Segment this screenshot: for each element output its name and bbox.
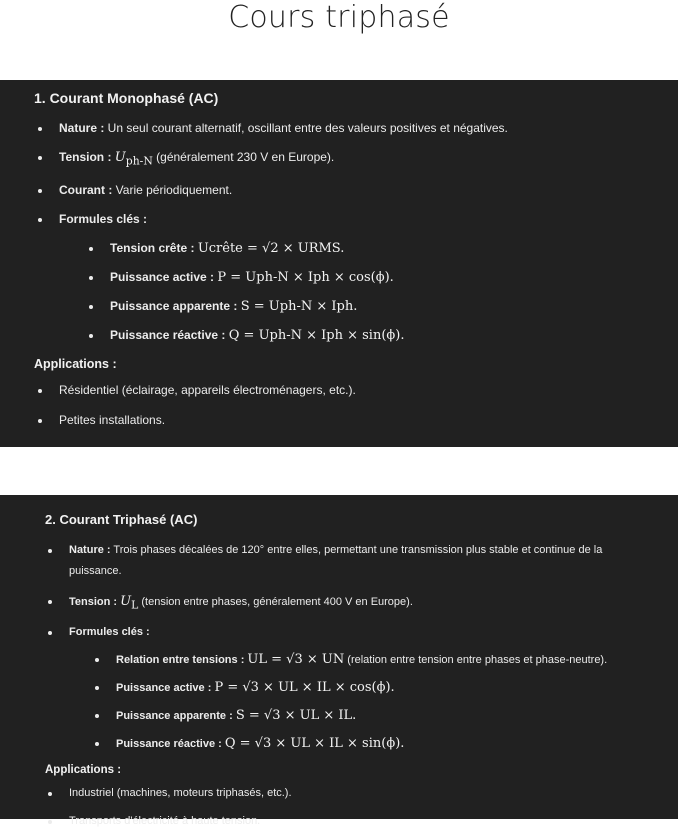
- formula-item: [116, 680, 678, 696]
- triphase-heading: 2. Courant Triphasé (AC): [45, 512, 198, 527]
- formula: Q = √3 × UL × IL × sin(ϕ).: [224, 735, 405, 751]
- formula-list: [69, 652, 678, 752]
- formula: S = Uph-N × Iph.: [240, 298, 358, 314]
- formula-item: [110, 270, 678, 285]
- item-label: Courant :: [59, 182, 113, 197]
- list-item: [59, 150, 678, 169]
- formula-item: [110, 328, 678, 343]
- item-label: Nature :: [69, 544, 111, 556]
- triphase-card: [0, 495, 678, 827]
- item-text: (généralement 230 V en Europe).: [152, 150, 335, 164]
- list-item: [59, 183, 678, 198]
- formula: UL = √3 × UN: [247, 651, 345, 667]
- formula: P = √3 × UL × IL × cos(ϕ).: [214, 679, 395, 695]
- list-item: Transports d'électricité à haute tension.: [69, 814, 678, 829]
- applications-heading: Applications :: [45, 763, 122, 776]
- item-text: Trois phases décalées de 120° entre elles, permettant une transmission plus stable et continue de la puissance.: [69, 544, 603, 577]
- formula: Ucrête = √2 × URMS.: [197, 240, 345, 256]
- list-item: [69, 625, 678, 752]
- math-symbol: $U_L$: [120, 594, 139, 612]
- formula-item: [116, 708, 678, 724]
- formula-label: Puissance réactive :: [116, 737, 222, 750]
- formula-item: [110, 241, 678, 256]
- item-text: (tension entre phases, généralement 400 V en Europe).: [138, 596, 413, 608]
- item-label: Formules clés :: [69, 625, 150, 638]
- applications-list: [34, 383, 678, 428]
- monophase-card: [0, 80, 678, 447]
- applications-heading: Applications :: [34, 356, 117, 371]
- formula: S = √3 × UL × IL.: [235, 707, 357, 723]
- monophase-heading: 1. Courant Monophasé (AC): [34, 90, 219, 106]
- page-title: Cours triphasé: [228, 0, 450, 35]
- formula: P = Uph-N × Iph × cos(ϕ).: [217, 269, 394, 285]
- formula-label: Puissance active :: [116, 681, 212, 694]
- list-item: [69, 540, 678, 582]
- list-item: [59, 212, 678, 343]
- formula-label: Puissance apparente :: [110, 298, 238, 313]
- list-item: Résidentiel (éclairage, appareils électroménagers, etc.).: [59, 383, 678, 398]
- formula: Q = Uph-N × Iph × sin(ϕ).: [228, 327, 405, 343]
- applications-list: [45, 786, 678, 829]
- list-item: [59, 121, 678, 136]
- formula-note: (relation entre tension entre phases et phase-neutre).: [344, 653, 608, 666]
- item-label: Formules clés :: [59, 211, 148, 226]
- formula-item: [116, 736, 678, 752]
- formula-list: [59, 241, 678, 343]
- item-label: Nature :: [59, 121, 105, 135]
- item-text: Un seul courant alternatif, oscillant entre des valeurs positives et négatives.: [104, 121, 508, 135]
- formula-item: [116, 652, 678, 668]
- math-symbol: $U_{ph-N}$: [114, 150, 153, 168]
- formula-label: Puissance réactive :: [110, 327, 226, 342]
- formula-item: [110, 299, 678, 314]
- item-label: Tension :: [59, 150, 112, 164]
- formula-label: Puissance active :: [110, 269, 215, 284]
- item-text: Varie périodiquement.: [112, 182, 233, 197]
- list-item: Industriel (machines, moteurs triphasés, etc.).: [69, 786, 678, 801]
- list-item: Petites installations.: [59, 413, 678, 428]
- formula-label: Relation entre tensions :: [116, 653, 245, 666]
- monophase-list: [34, 121, 678, 343]
- formula-label: Puissance apparente :: [116, 709, 233, 722]
- triphase-list: [45, 540, 678, 752]
- list-item: [69, 594, 678, 613]
- formula-label: Tension crête :: [110, 240, 195, 255]
- item-label: Tension :: [69, 596, 118, 608]
